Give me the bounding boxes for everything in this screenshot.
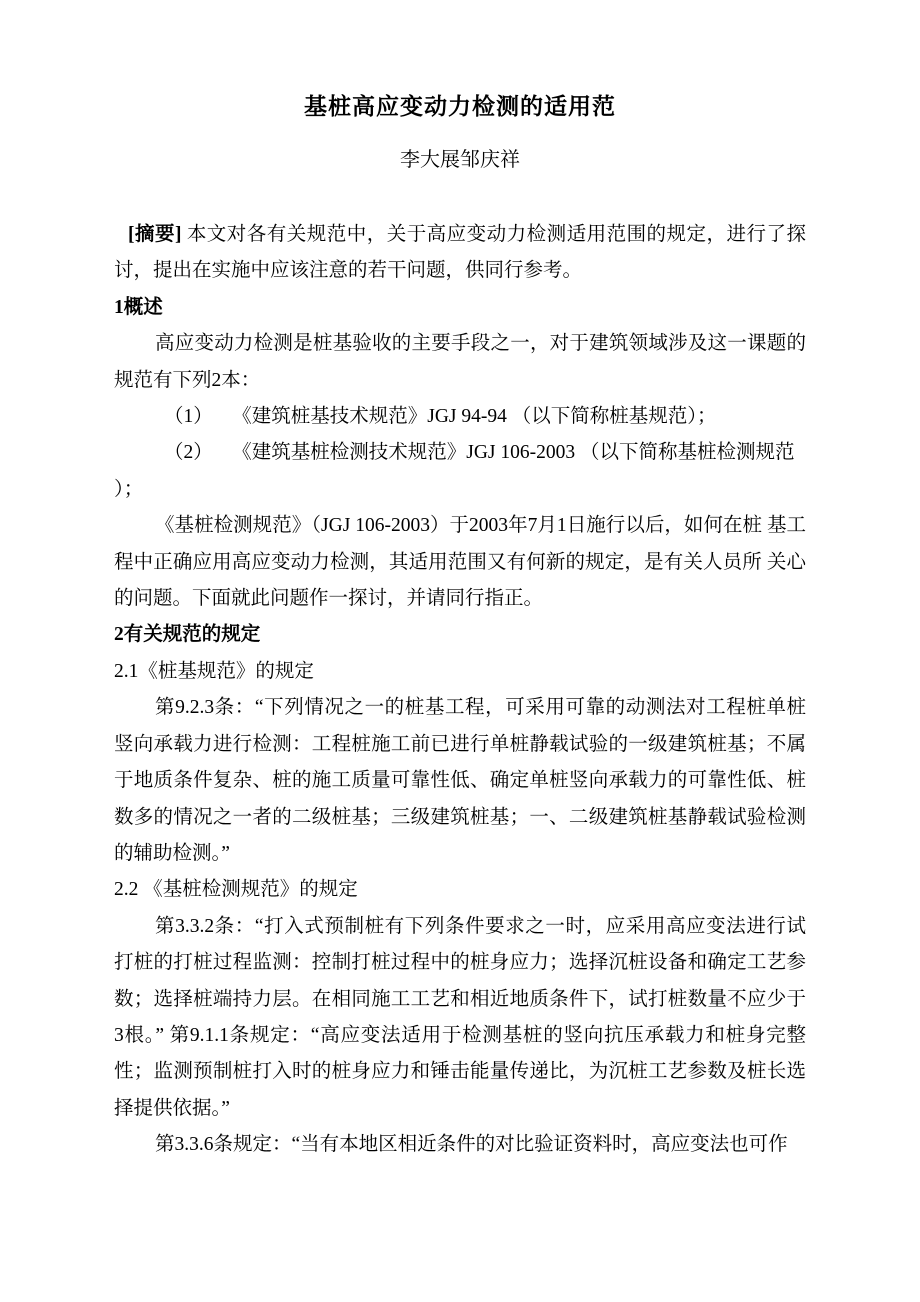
abstract-paragraph xyxy=(114,217,806,290)
heading-overview: 1概述 xyxy=(114,296,163,318)
abstract-label: [摘要] xyxy=(128,224,182,245)
list-item-1: （1） 《建筑桩基技术规范》JGJ 94-94 （以下简称桩基规范）； xyxy=(164,406,717,428)
list-item-2-wrap: ）； xyxy=(114,478,144,500)
author-line: 李大展邹庆祥 xyxy=(400,149,520,171)
subheading-pile-code: 2.1《桩基规范》的规定 xyxy=(114,660,314,682)
list-item-2: （2） 《建筑基桩检测技术规范》JGJ 106-2003 （以下简称基桩检测规范 xyxy=(164,442,795,464)
document-body xyxy=(114,217,806,1164)
document-title: 基桩高应变动力检测的适用范 xyxy=(304,94,616,119)
abstract-text: 本文对各有关规范中，关于高应变动力检测适用范围的规定，进行了探讨，提出在实施中应该注意的若干问题，供同行参考。 xyxy=(114,224,806,282)
paragraph-testing-code-2: 第3.3.6条规定：“当有本地区相近条件的对比验证资料时，高应变法也可作 xyxy=(155,1134,788,1156)
paragraph-pile-code: 第9.2.3条：“下列情况之一的桩基工程，可采用可靠的动测法对工程桩单桩竖向承载力进行检测：工程桩施工前已进行单桩静载试验的一级建筑桩基；不属于地质条件复杂、桩的施工质量可靠性低、确定单桩竖向承载力的可靠性低、桩数多的情况之一者的二级桩基；三级建筑桩基；一、二级建筑桩基静载试验检测的辅助检测。” xyxy=(114,697,806,864)
paragraph-overview-closing: 《基桩检测规范》（JGJ 106-2003）于2003年7月1日施行以后，如何在桩 基工程中正确应用高应变动力检测，其适用范围又有何新的规定，是有关人员所 关心的问题。下面就此问题作一探讨，并请同行指正。 xyxy=(114,515,806,610)
subheading-testing-code: 2.2 《基桩检测规范》的规定 xyxy=(114,879,358,901)
paragraph-testing-code-1: 第3.3.2条：“打入式预制桩有下列条件要求之一时，应采用高应变法进行试打桩的打桩过程监测：控制打桩过程中的桩身应力；选择沉桩设备和确定工艺参数；选择桩端持力层。在相同施工工艺和相近地质条件下，试打桩数量不应少于3根。” 第9.1.1条规定：“高应变法适用于检测基桩的竖向抗压承载力和桩身完整性；监测预制桩打入时的桩身应力和锤击能量传递比，为沉桩工艺参数及桩长选择提供依据。” xyxy=(114,915,806,1119)
heading-rules: 2有关规范的规定 xyxy=(114,624,261,646)
paragraph-overview-intro: 高应变动力检测是桩基验收的主要手段之一，对于建筑领域涉及这一课题的规范有下列2本： xyxy=(114,333,806,391)
